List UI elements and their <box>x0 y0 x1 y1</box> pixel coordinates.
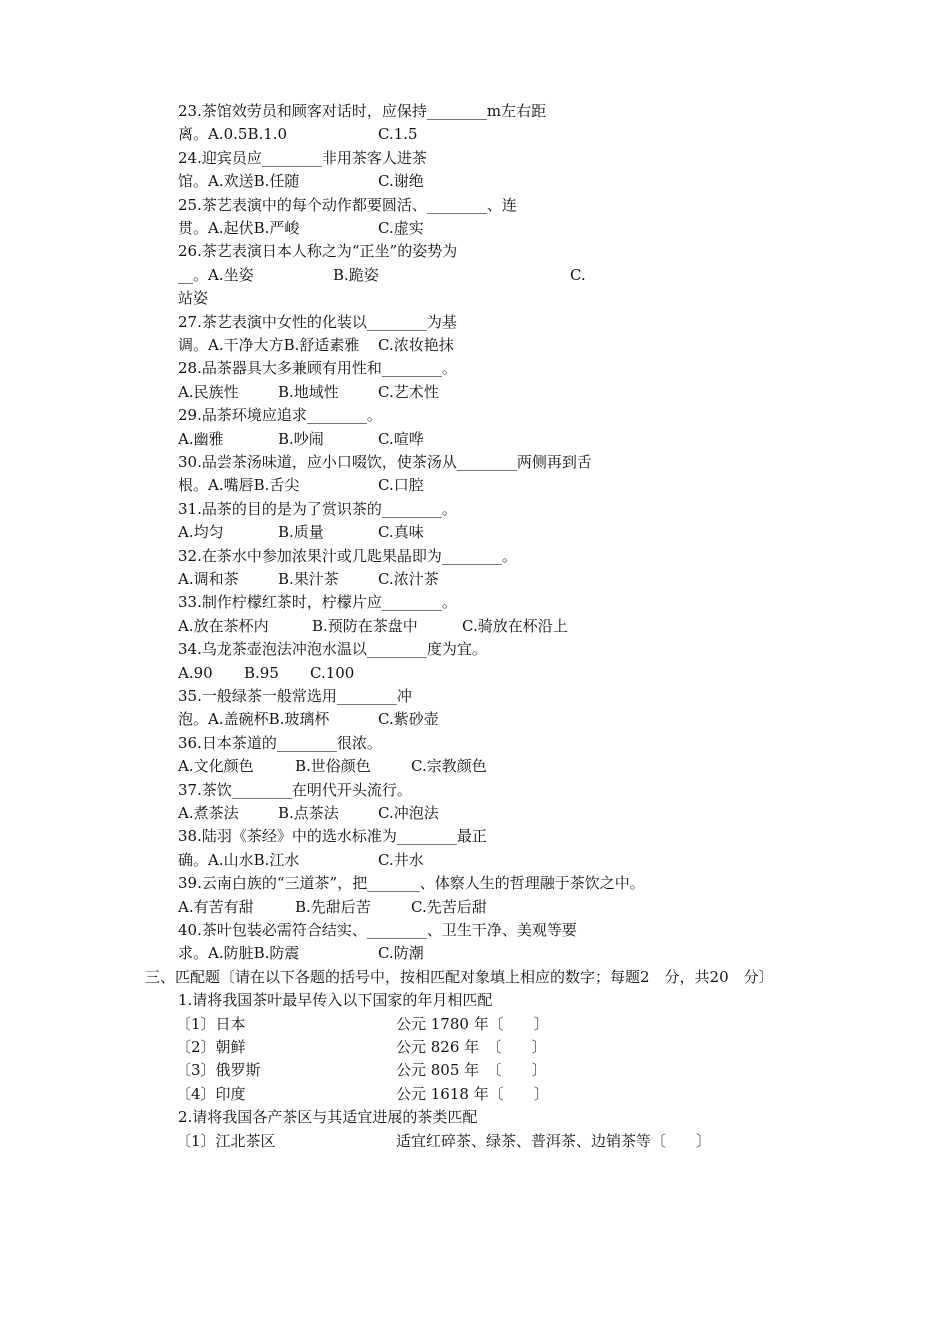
match-left: 〔2〕朝鲜 <box>176 1038 246 1056</box>
option-c: C.浓妆艳抹 <box>378 336 454 354</box>
question-text: 29.品茶环境应追求________。 <box>178 406 382 425</box>
question-text-cont: 求。A.防脏B.防震 <box>178 944 300 963</box>
match-left: 〔3〕俄罗斯 <box>176 1061 261 1080</box>
question-text: 24.迎宾员应________非用茶客人进茶 <box>178 148 427 167</box>
question-text: 39.云南白族的“三道茶”，把_______、体察人生的哲理融于茶饮之中。 <box>178 874 645 893</box>
question-text: 25.茶艺表演中的每个动作都要圆活、________、连 <box>178 195 517 214</box>
option-b: B.质量 <box>278 523 324 542</box>
option-c: C.井水 <box>378 850 424 869</box>
option-c: C.防潮 <box>378 944 424 963</box>
question-text: 38.陆羽《茶经》中的选水标准为________最正 <box>178 827 487 846</box>
match-right: 公元 805 年 〔 〕 <box>396 1061 547 1080</box>
option-a: A.文化颜色 <box>178 757 254 776</box>
question-text-cont: 根。A.嘴唇B.舌尖 <box>178 476 300 495</box>
option-c: C.艺术性 <box>378 382 439 401</box>
question-text-cont: 离。A.0.5B.1.0 <box>178 125 288 144</box>
match-right: 公元 1618 年〔 〕 <box>396 1084 549 1103</box>
question-text-cont: 泡。A.盖碗杯B.玻璃杯 <box>178 710 330 729</box>
option-c: C.冲泡法 <box>378 804 439 822</box>
option-c: C.紫砂壶 <box>378 710 439 729</box>
question-text-cont: 站姿 <box>178 289 209 308</box>
option-b: B.世俗颜色 <box>295 757 371 776</box>
question-text-cont: 确。A.山水B.江水 <box>178 850 300 869</box>
question-text: 26.茶艺表演日本人称之为“正坐”的姿势为 <box>178 242 458 261</box>
option-b: B.点茶法 <box>278 804 339 822</box>
option-a: A.放在茶杯内 <box>178 616 269 635</box>
question-text: 35.一般绿茶一般常选用________冲 <box>178 687 412 705</box>
option-b: B.95 <box>244 663 279 682</box>
question-text-cont: 贯。A.起伏B.严峻 <box>178 219 300 237</box>
match-right: 适宜红碎茶、绿茶、普洱茶、边销茶等〔 〕 <box>396 1131 712 1150</box>
question-text: 27.茶艺表演中女性的化装以________为基 <box>178 312 457 331</box>
match-title: 1.请将我国茶叶最早传入以下国家的年月相匹配 <box>178 991 493 1010</box>
option-a: A.90 <box>178 663 213 682</box>
option-c: C.喧哗 <box>378 429 424 448</box>
option-a: A.调和茶 <box>178 570 239 588</box>
match-left: 〔4〕印度 <box>176 1084 246 1103</box>
option-a: A.均匀 <box>178 523 224 542</box>
question-text: 36.日本茶道的________很浓。 <box>178 733 382 752</box>
question-text-cont: __。A.坐姿 <box>178 265 254 284</box>
question-text: 30.品尝茶汤味道，应小口啜饮，使茶汤从________两侧再到舌 <box>178 453 592 471</box>
option-a: A.煮茶法 <box>178 804 239 822</box>
match-left: 〔1〕日本 <box>176 1014 246 1033</box>
question-text: 33.制作柠檬红茶时，柠檬片应________。 <box>178 593 457 612</box>
section-heading: 三、匹配题〔请在以下各题的括号中，按相匹配对象填上相应的数字；每题2 分，共20 分〕 <box>145 967 774 986</box>
option-b: B.果汁茶 <box>278 570 339 588</box>
option-c: C.1.5 <box>378 125 418 144</box>
option-b: B.吵闹 <box>278 429 324 448</box>
question-text-cont: 调。A.干净大方B.舒适素雅 <box>178 336 360 354</box>
option-c: C.真味 <box>378 523 424 542</box>
option-b: B.地域性 <box>278 382 339 401</box>
option-a: A.民族性 <box>178 382 239 401</box>
option-b: B.跪姿 <box>333 265 379 284</box>
match-title: 2.请将我国各产茶区与其适宜进展的茶类匹配 <box>178 1108 478 1127</box>
option-c: C.口腔 <box>378 476 424 495</box>
option-c: C. <box>570 265 586 284</box>
match-right: 公元 826 年 〔 〕 <box>396 1038 547 1056</box>
option-b: B.预防在茶盘中 <box>312 616 418 635</box>
option-b: B.先甜后苦 <box>295 897 371 916</box>
option-c: C.100 <box>310 663 355 682</box>
question-text: 34.乌龙茶壶泡法冲泡水温以________度为宜。 <box>178 640 487 659</box>
question-text: 40.茶叶包装必需符合结实、________、卫生干净、美观等要 <box>178 921 577 939</box>
question-text: 31.品茶的目的是为了赏识茶的________。 <box>178 499 457 518</box>
question-text: 32.在茶水中参加浓果汁或几匙果晶即为________。 <box>178 546 517 565</box>
option-a: A.幽雅 <box>178 429 224 448</box>
question-text: 23.茶馆效劳员和顾客对话时，应保持________m左右距 <box>178 102 547 120</box>
question-text: 37.茶饮________在明代开头流行。 <box>178 780 412 799</box>
option-c: C.虚实 <box>378 219 424 237</box>
option-c: C.浓汁茶 <box>378 570 439 588</box>
option-a: A.有苦有甜 <box>178 897 254 916</box>
option-c: C.谢绝 <box>378 172 424 191</box>
question-text: 28.品茶器具大多兼顾有用性和________。 <box>178 359 457 378</box>
option-c: C.骑放在杯沿上 <box>462 616 568 635</box>
match-left: 〔1〕江北茶区 <box>176 1131 276 1150</box>
match-right: 公元 1780 年〔 〕 <box>396 1014 549 1033</box>
option-c: C.先苦后甜 <box>411 897 487 916</box>
question-text-cont: 馆。A.欢送B.任随 <box>178 172 300 191</box>
option-c: C.宗教颜色 <box>411 757 487 776</box>
